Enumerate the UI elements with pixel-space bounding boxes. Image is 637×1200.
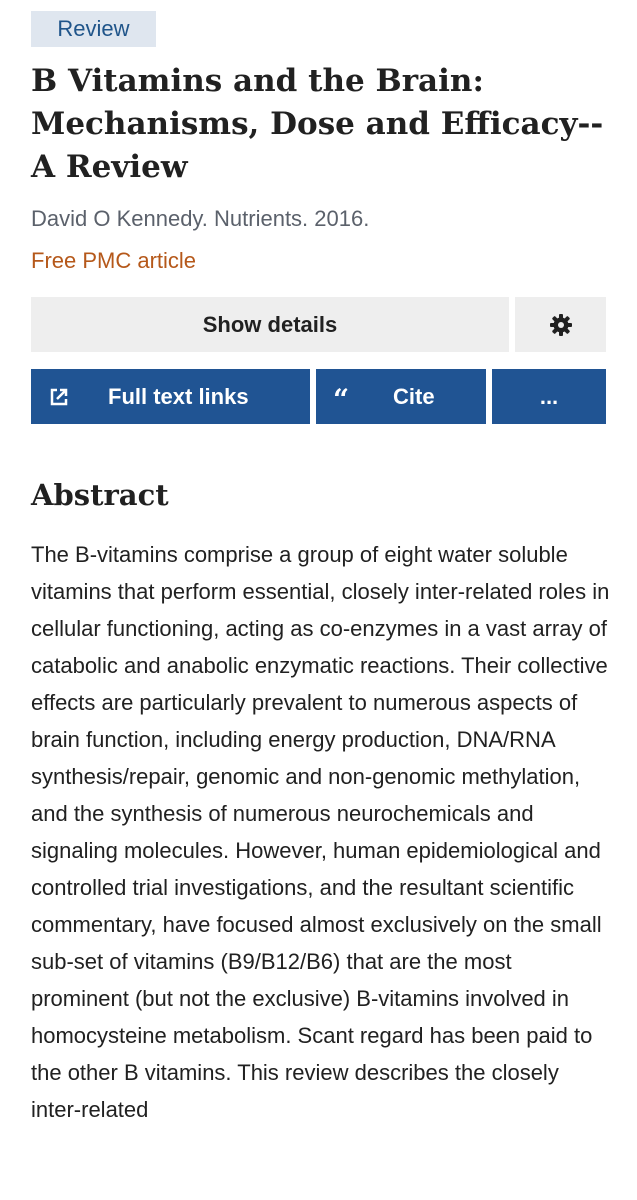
abstract-heading: Abstract	[31, 478, 169, 512]
publication-type-badge: Review	[31, 11, 156, 47]
full-text-links-button[interactable]	[31, 369, 310, 424]
citation-line[interactable]: David O Kennedy. Nutrients. 2016.	[31, 206, 370, 231]
quote-icon: “	[333, 383, 350, 416]
abstract-text: The B-vitamins comprise a group of eight water soluble vitamins that perform essential, closely inter-related roles in cellular functioning, acting as co-enzymes in a vast array of catabolic and anabolic enzymatic reactions. Their collective effects are particularly prevalent to numerous aspects of brain function, including energy production, DNA/RNA synthesis/repair, genomic and non-genomic methylation, and the synthesis of numerous neurochemicals and signaling molecules. However, human epidemiological and controlled trial investigations, and the resultant scientific commentary, have focused almost exclusively on the small sub-set of vitamins (B9/B12/B6) that are the most prominent (but not the exclusive) B-vitamins involved in homocysteine metabolism. Scant regard has been paid to the other B vitamins. This review describes the closely inter-related	[31, 542, 610, 1122]
more-actions-button[interactable]: ...	[492, 369, 606, 424]
show-details-button[interactable]: Show details	[31, 297, 509, 352]
full-text-links-label: Full text links	[108, 384, 249, 409]
cite-button[interactable]	[316, 369, 486, 424]
free-pmc-article-link[interactable]: Free PMC article	[31, 248, 197, 273]
gear-icon	[549, 313, 573, 337]
display-settings-button[interactable]	[515, 297, 606, 352]
cite-label: Cite	[393, 384, 435, 409]
external-link-icon	[49, 387, 69, 407]
article-title: B Vitamins and the Brain: Mechanisms, Dose and Efficacy--A Review	[31, 63, 604, 185]
